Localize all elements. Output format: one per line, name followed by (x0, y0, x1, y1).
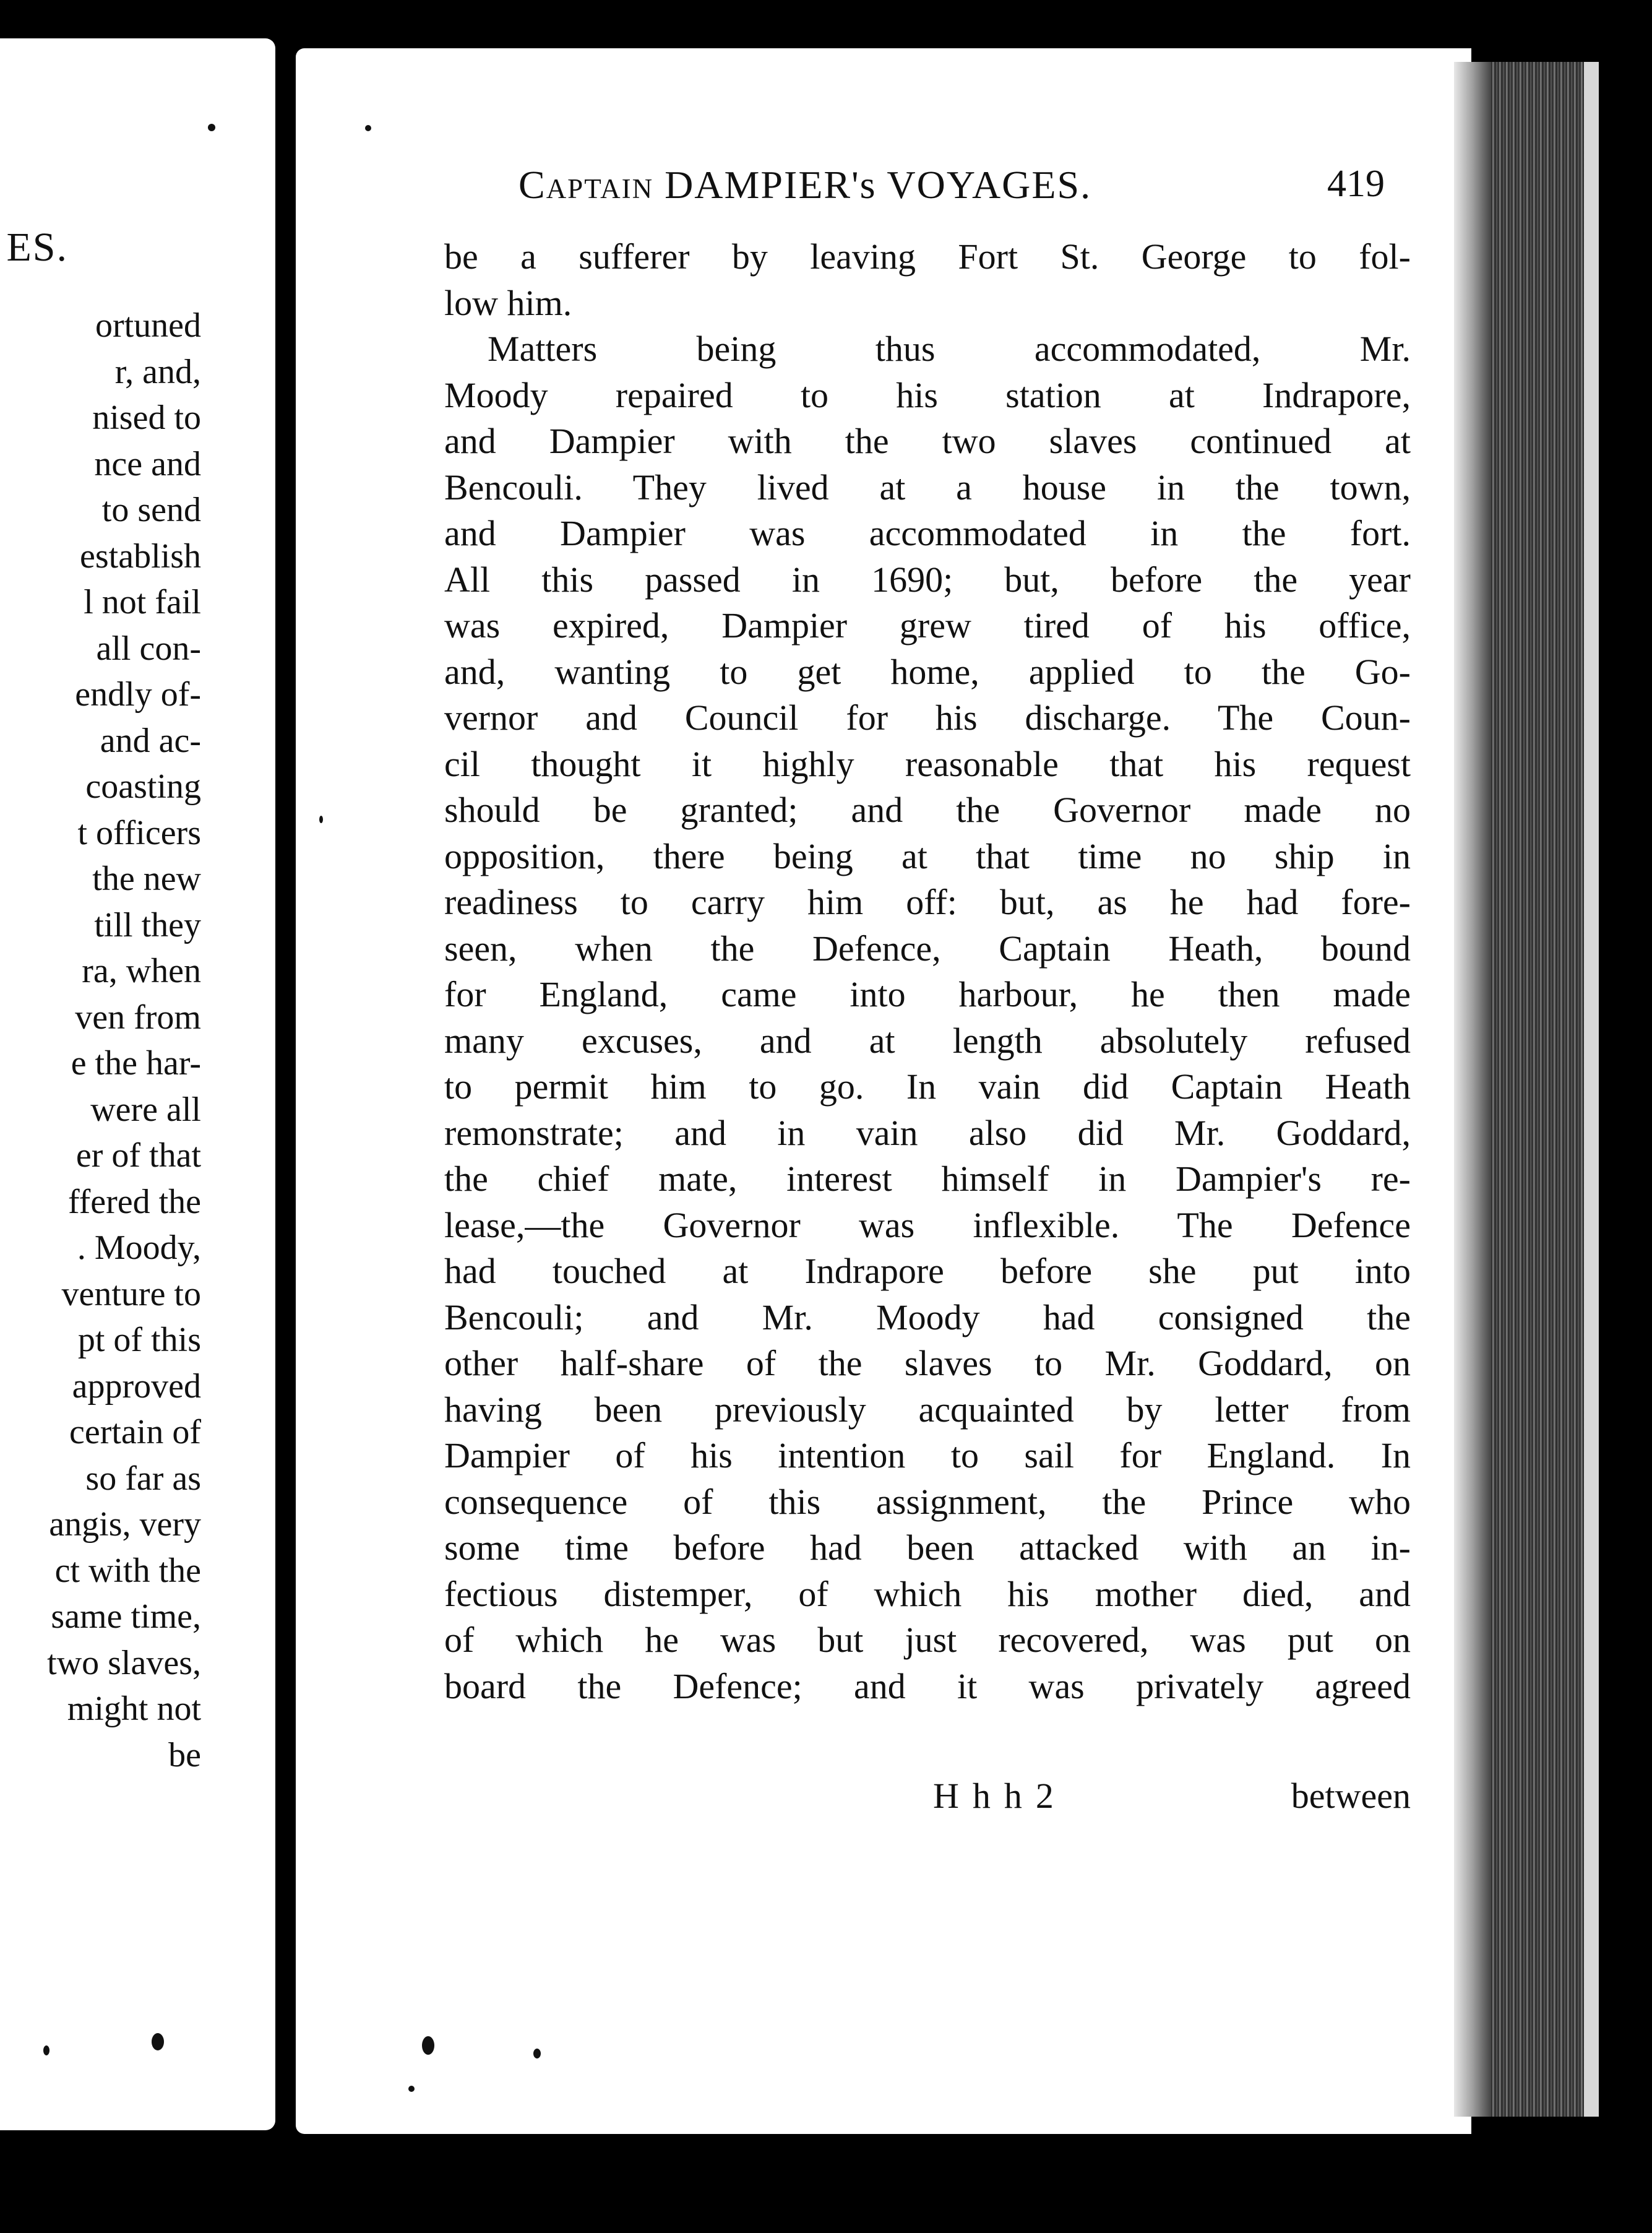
left-page-text-column (0, 38, 275, 2130)
text-line: some time before had been attacked with an in- (444, 1527, 1411, 1568)
text-line: seen, when the Defence, Captain Heath, bound (444, 928, 1411, 969)
text-line: many excuses, and at length absolutely refused (444, 1020, 1411, 1061)
text-line: and, wanting to get home, applied to the Go- (444, 651, 1411, 692)
text-line: to permit him to go. In vain did Captain Heath (444, 1066, 1411, 1107)
page-footer (444, 1775, 1411, 1825)
text-line: vernor and Council for his discharge. The Coun- (444, 698, 1411, 738)
text-line: opposition, there being at that time no ship in (444, 836, 1411, 876)
text-line: other half-share of the slaves to Mr. Goddard, on (444, 1343, 1411, 1383)
running-head (518, 162, 1385, 208)
left-page-line: er of that (75, 1136, 201, 1175)
left-page-line: endly of- (75, 675, 201, 714)
text-line: and Dampier was accommodated in the fort. (444, 513, 1411, 553)
text-line: All this passed in 1690; but, before the year (444, 559, 1411, 600)
left-page-line: establish (80, 537, 201, 576)
left-page-line: e the har- (71, 1044, 201, 1082)
text-line: having been previously acquainted by letter from (444, 1389, 1411, 1430)
left-page-line: nised to (92, 399, 201, 437)
page-number: 419 (1327, 163, 1385, 205)
left-page-line: same time, (51, 1597, 201, 1636)
left-page-line: and ac- (100, 721, 201, 760)
text-line: Dampier of his intention to sail for England. In (444, 1435, 1411, 1475)
left-page-line: approved (72, 1367, 201, 1406)
text-line: Moody repaired to his station at Indrapore, (444, 374, 1411, 415)
body-text (444, 234, 1411, 1709)
left-page-line: certain of (69, 1413, 201, 1451)
left-page-line: l not fail (84, 583, 201, 621)
running-head-title: Captain DAMPIER's VOYAGES. (518, 163, 1092, 207)
scan-speck (208, 124, 215, 131)
text-line: of which he was but just recovered, was put on (444, 1620, 1411, 1660)
left-page-line: ct with the (54, 1551, 201, 1590)
left-page-line: might not (67, 1690, 201, 1728)
left-page-line: so far as (85, 1459, 201, 1498)
page-edges (1454, 62, 1584, 2117)
text-line: fectious distemper, of which his mother died, and (444, 1573, 1411, 1614)
left-page-line: ra, when (82, 952, 201, 990)
text-line: consequence of this assignment, the Prince who (444, 1481, 1411, 1522)
scan-speck (365, 125, 371, 131)
left-page-line: venture to (61, 1274, 201, 1313)
text-line: the chief mate, interest himself in Dampier's re- (444, 1159, 1411, 1199)
text-line: Bencouli. They lived at a house in the town, (444, 467, 1411, 508)
left-page-line: all con- (96, 629, 201, 668)
left-page-line: ffered the (67, 1182, 201, 1221)
text-line: remonstrate; and in vain also did Mr. Goddard, (444, 1112, 1411, 1153)
scan-speck (152, 2033, 164, 2050)
left-page-line: pt of this (77, 1321, 201, 1359)
text-line: was expired, Dampier grew tired of his office, (444, 605, 1411, 646)
left-page-line: be (168, 1735, 201, 1774)
text-line: be a sufferer by leaving Fort St. George to fol- (444, 236, 1411, 277)
catchword: between (1291, 1776, 1411, 1816)
left-page-line: ortuned (95, 306, 201, 345)
text-line: for England, came into harbour, he then made (444, 974, 1411, 1014)
text-line: cil thought it highly reasonable that his request (444, 743, 1411, 784)
left-page-line: coasting (85, 767, 201, 806)
left-page-line: . Moody, (77, 1229, 201, 1267)
text-line: Matters being thus accommodated, Mr. (488, 329, 1411, 369)
scan-speck (408, 2086, 415, 2092)
left-page-line: angis, very (49, 1505, 201, 1544)
left-page-line: nce and (94, 444, 201, 483)
text-line: Bencouli; and Mr. Moody had consigned the (444, 1297, 1411, 1337)
left-page (0, 38, 275, 2130)
scan-speck (533, 2049, 541, 2058)
left-page-line: till they (94, 905, 201, 944)
text-line: lease,—the Governor was inflexible. The Defence (444, 1204, 1411, 1245)
book-spine-edge (1584, 62, 1599, 2117)
scan-speck (422, 2036, 434, 2055)
right-page (296, 48, 1471, 2134)
text-line: and Dampier with the two slaves continued at (444, 421, 1411, 461)
left-page-line: the new (92, 860, 201, 898)
left-page-line: to send (101, 491, 201, 529)
left-page-line: r, and, (114, 352, 201, 391)
left-page-header-fragment: ES. (6, 225, 68, 270)
left-page-line: t officers (77, 813, 201, 852)
scan-speck (43, 2045, 49, 2055)
signature-mark: Hhh2 (933, 1776, 1067, 1816)
text-line: low him. (444, 282, 572, 323)
text-line: board the Defence; and it was privately agreed (444, 1665, 1411, 1706)
left-page-line: were all (90, 1090, 201, 1129)
text-line: readiness to carry him off: but, as he had fore- (444, 882, 1411, 922)
left-page-line: ven from (75, 998, 201, 1037)
text-line: should be granted; and the Governor made no (444, 790, 1411, 830)
text-line: had touched at Indrapore before she put into (444, 1251, 1411, 1291)
scan-speck (319, 816, 323, 823)
left-page-line: two slaves, (47, 1643, 201, 1682)
